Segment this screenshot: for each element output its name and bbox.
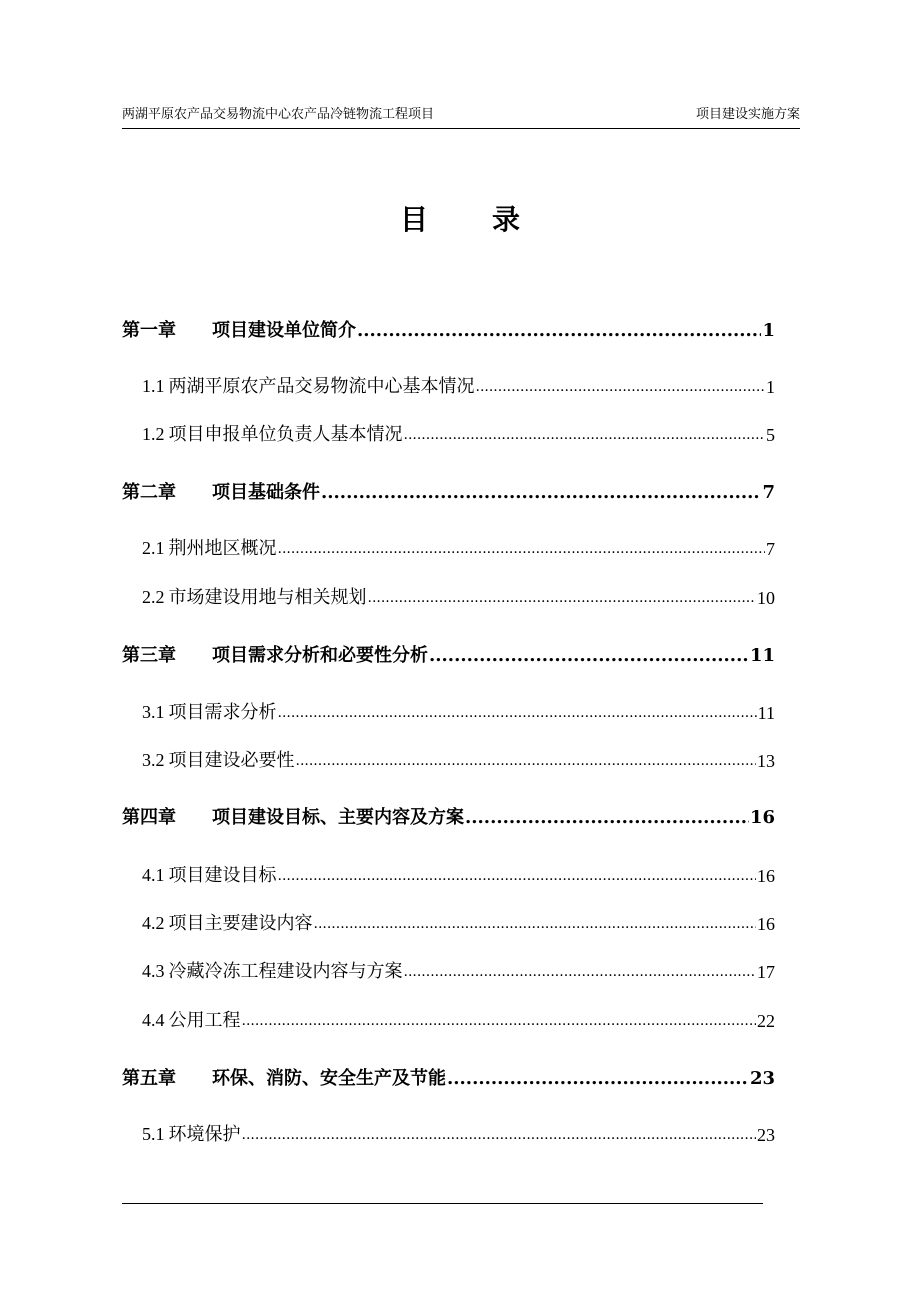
toc-entry-number: 3.2 (142, 750, 165, 770)
toc-leader-dots (278, 536, 766, 561)
toc-leader-dots (476, 374, 766, 399)
toc-entry-chapter-5[interactable] (122, 1065, 775, 1091)
toc-entry-number: 第一章 (122, 320, 176, 341)
toc-entry-page: 1 (766, 377, 775, 397)
toc-entry-page: 10 (757, 588, 775, 608)
toc-title: 目录 (399, 203, 584, 236)
toc-entry-section-4-2[interactable] (142, 910, 775, 936)
toc-entry-section-4-1[interactable] (142, 862, 775, 888)
toc-entry-section-1-2[interactable] (142, 421, 775, 447)
toc-leader-dots (278, 700, 757, 725)
toc-entry-number: 第三章 (122, 645, 176, 666)
toc-entry-text: 项目需求分析 (168, 702, 277, 723)
header-doc-type: 项目建设实施方案 (695, 107, 800, 122)
toc-entry-section-3-2[interactable] (142, 747, 775, 773)
toc-entry-section-3-1[interactable] (142, 699, 775, 725)
toc-leader-dots (242, 1122, 757, 1147)
toc-leader-dots (357, 319, 761, 343)
toc-entry-page: 7 (762, 482, 775, 503)
toc-leader-dots (429, 644, 749, 668)
toc-leader-dots (447, 1067, 749, 1091)
toc-leader-dots (314, 911, 757, 936)
toc-entry-section-1-1[interactable] (142, 373, 775, 399)
toc-entry-page: 16 (749, 807, 775, 828)
toc-entry-number: 第二章 (122, 482, 176, 503)
toc-entry-text: 项目建设单位简介 (212, 320, 356, 341)
toc-leader-dots (321, 481, 761, 505)
toc-leader-dots (242, 1008, 757, 1033)
toc-entry-number: 4.2 (142, 913, 165, 933)
toc-entry-text: 荆州地区概况 (168, 538, 277, 559)
toc-entry-page: 13 (757, 751, 775, 771)
toc-leader-dots (368, 585, 757, 610)
toc-entry-text: 两湖平原农产品交易物流中心基本情况 (168, 376, 475, 397)
toc-entry-number: 1.2 (142, 424, 165, 444)
toc-entry-chapter-3[interactable] (122, 642, 775, 668)
toc-entry-text: 项目主要建设内容 (168, 913, 313, 934)
toc-leader-dots (278, 863, 757, 888)
footer-divider (122, 1203, 763, 1204)
toc-entry-chapter-2[interactable] (122, 479, 775, 505)
toc-entry-page: 23 (757, 1125, 775, 1145)
toc-entry-text: 市场建设用地与相关规划 (168, 587, 367, 608)
toc-entry-number: 4.3 (142, 961, 165, 981)
toc-entry-chapter-1[interactable] (122, 317, 775, 343)
page-header (122, 106, 800, 129)
header-project-name: 两湖平原农产品交易物流中心农产品冷链物流工程项目 (122, 107, 435, 122)
toc-entry-number: 第五章 (122, 1068, 176, 1089)
toc-entry-section-4-4[interactable] (142, 1007, 775, 1033)
toc-entry-number: 第四章 (122, 807, 176, 828)
toc-entry-page: 7 (766, 539, 775, 559)
toc-entry-page: 5 (766, 425, 775, 445)
toc-entry-number: 2.1 (142, 538, 165, 558)
toc-entry-page: 16 (757, 866, 775, 886)
toc-entry-section-2-1[interactable] (142, 535, 775, 561)
toc-entry-number: 1.1 (142, 376, 165, 396)
toc-entry-page: 17 (757, 962, 775, 982)
toc-entry-text: 项目建设目标 (168, 865, 277, 886)
toc-entry-text: 项目建设必要性 (168, 750, 295, 771)
toc-entry-page: 1 (762, 320, 775, 341)
toc-entry-text: 项目基础条件 (212, 482, 320, 503)
toc-entry-page: 16 (757, 914, 775, 934)
toc-entry-number: 4.1 (142, 865, 165, 885)
toc-entry-text: 项目建设目标、主要内容及方案 (212, 807, 464, 828)
toc-entry-chapter-4[interactable] (122, 804, 775, 830)
toc-leader-dots (465, 806, 749, 830)
toc-entry-text: 冷藏冷冻工程建设内容与方案 (168, 961, 403, 982)
toc-entry-text: 公用工程 (168, 1010, 241, 1031)
toc-leader-dots (404, 422, 766, 447)
toc-entry-text: 环保、消防、安全生产及节能 (212, 1068, 446, 1089)
toc-entry-number: 4.4 (142, 1010, 165, 1030)
toc-entry-number: 5.1 (142, 1124, 165, 1144)
toc-entry-text: 项目申报单位负责人基本情况 (168, 424, 403, 445)
toc-entry-section-4-3[interactable] (142, 958, 775, 984)
toc-entry-text: 项目需求分析和必要性分析 (212, 645, 428, 666)
toc-entry-page: 22 (757, 1011, 775, 1031)
toc-entry-section-2-2[interactable] (142, 584, 775, 610)
toc-entry-number: 3.1 (142, 702, 165, 722)
toc-leader-dots (296, 748, 757, 773)
toc-entry-section-5-1[interactable] (142, 1121, 775, 1147)
toc-entry-number: 2.2 (142, 587, 165, 607)
toc-entry-text: 环境保护 (168, 1124, 241, 1145)
toc-leader-dots (404, 959, 757, 984)
toc-entry-page: 11 (749, 645, 775, 666)
toc-entry-page: 11 (757, 703, 775, 723)
toc-entry-page: 23 (749, 1068, 775, 1089)
